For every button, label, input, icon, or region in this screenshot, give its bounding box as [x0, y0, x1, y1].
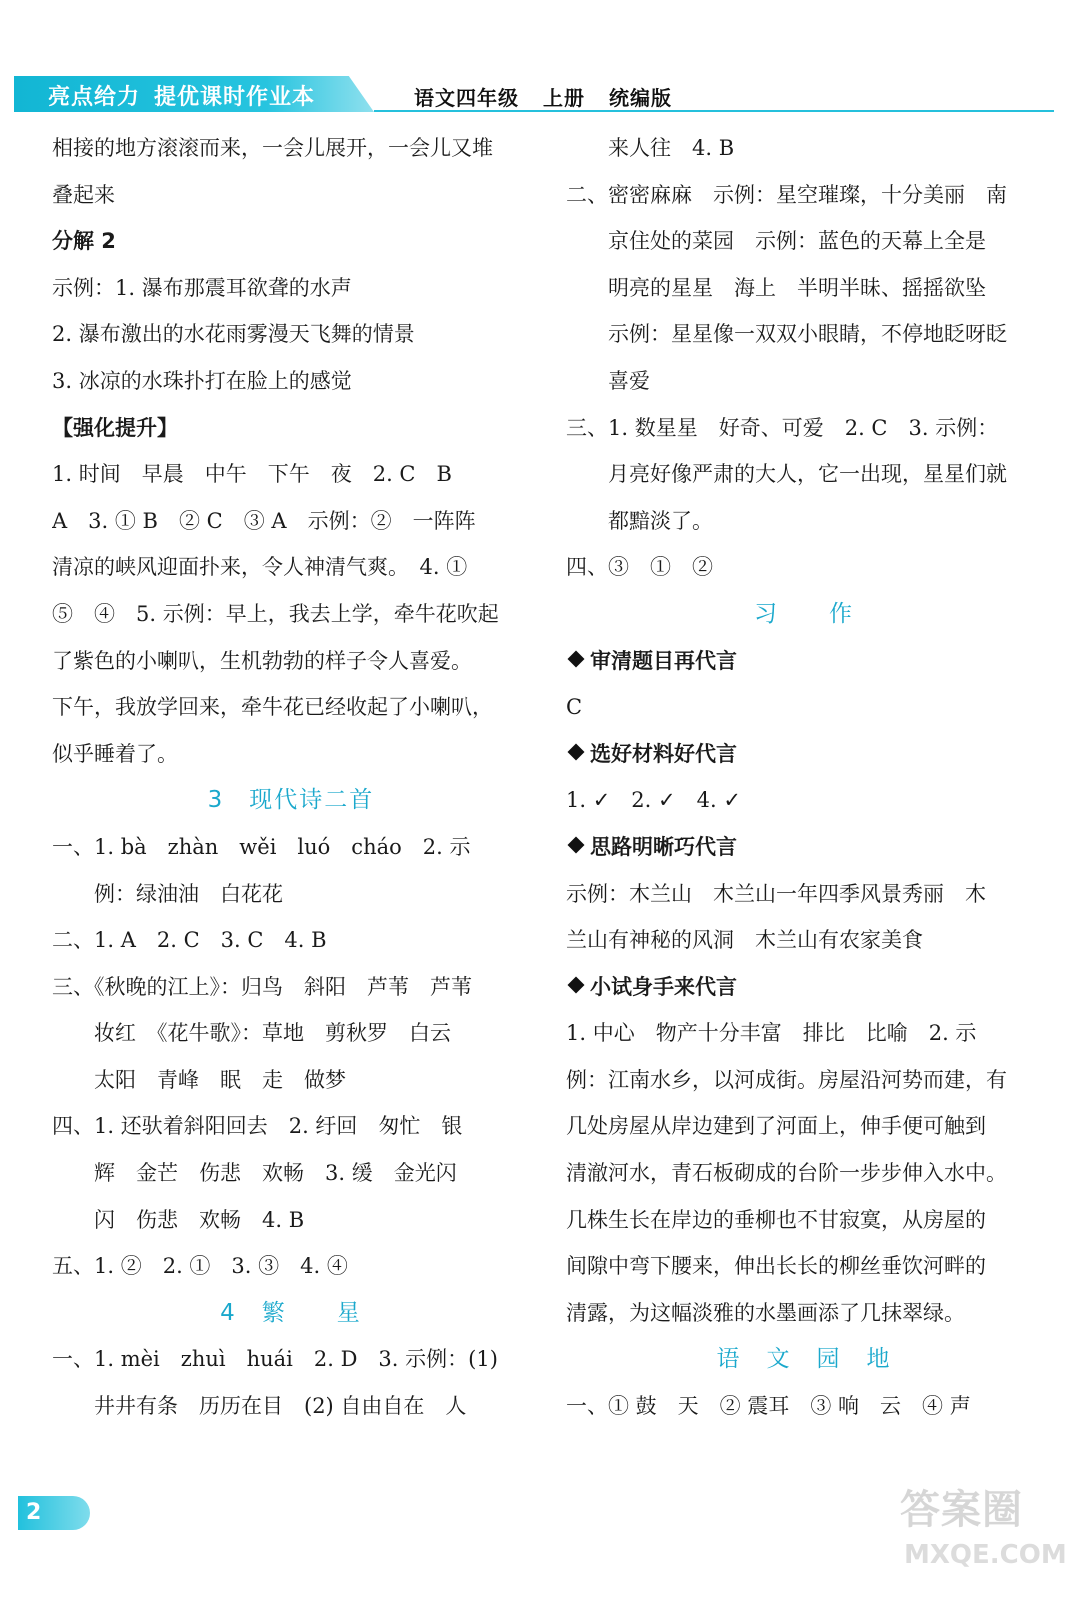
answer-line: ⑤ ④ 5. 示例：早上，我去上学，牵牛花吹起 — [52, 601, 499, 626]
answer-line: 月亮好像严肃的大人，它一出现，星星们就 — [608, 462, 1007, 487]
subsection-heading-text: 小试身手来代言 — [590, 974, 737, 999]
subsection-heading-text: 审清题目再代言 — [590, 648, 737, 673]
answer-line: 闪 伤悲 欢畅 4. B — [94, 1207, 305, 1232]
answer-line: 清露，为这幅淡雅的水墨画添了几抹翠绿。 — [566, 1300, 965, 1325]
answer-line: 四、③ ① ② — [566, 555, 713, 580]
answer-line: 3. 冰凉的水珠扑打在脸上的感觉 — [52, 368, 352, 393]
answer-line: 一、① 鼓 天 ② 震耳 ③ 响 云 ④ 声 — [566, 1394, 971, 1419]
answer-line: 下午，我放学回来，牵牛花已经收起了小喇叭， — [52, 695, 493, 720]
answer-line: 示例：1. 瀑布那震耳欲聋的水声 — [52, 275, 352, 300]
section-title: 4 繁 星 — [220, 1299, 362, 1326]
answer-line: 明亮的星星 海上 半明半昧、摇摇欲坠 — [608, 275, 986, 300]
answer-line: 都黯淡了。 — [608, 508, 713, 533]
answer-line: 似乎睡着了。 — [52, 741, 178, 766]
right-column — [566, 125, 1042, 1430]
answer-line: 例：绿油油 白花花 — [94, 881, 283, 906]
answer-line: 几处房屋从岸边建到了河面上，伸手便可触到 — [566, 1114, 986, 1139]
diamond-bullet-icon — [568, 650, 585, 667]
left-column — [52, 125, 530, 1430]
section-title: 语 文 园 地 — [716, 1346, 892, 1373]
answer-line: 清凉的峡风迎面扑来，令人神清气爽。 4. ① — [52, 555, 468, 580]
answer-line: 一、1. bà zhàn wěi luó cháo 2. 示 — [52, 834, 471, 859]
header-book-info — [414, 82, 696, 111]
book-volume: 上册 — [543, 86, 585, 110]
answer-line: 三、1. 数星星 好奇、可爱 2. C 3. 示例： — [566, 415, 999, 440]
subsection-heading-text: 思路明晰巧代言 — [590, 834, 737, 859]
answer-line: 二、1. A 2. C 3. C 4. B — [52, 928, 327, 953]
section-title: 3 现代诗二首 — [207, 787, 375, 814]
answer-line: 妆红 《花牛歌》：草地 剪秋罗 白云 — [94, 1021, 451, 1046]
answer-line: 喜爱 — [608, 368, 650, 393]
answer-line: 三、《秋晚的江上》：归鸟 斜阳 芦苇 芦苇 — [52, 974, 472, 999]
section-title: 习 作 — [754, 600, 854, 627]
watermark — [900, 1478, 1067, 1588]
header-brand — [48, 80, 329, 111]
subsection-heading — [566, 824, 1042, 871]
answer-line: 京住处的菜园 示例：蓝色的天幕上全是 — [608, 229, 986, 254]
answer-line: 了紫色的小喇叭，生机勃勃的样子令人喜爱。 — [52, 648, 472, 673]
brand-series: 亮点给力 — [48, 85, 141, 110]
answer-line: 相接的地方滚滚而来，一会儿展开，一会儿又堆 — [52, 136, 493, 160]
answer-heading: 分解 2 — [52, 229, 116, 254]
answer-heading: 【强化提升】 — [52, 415, 178, 440]
watermark-text: 答案圈 — [900, 1487, 1023, 1533]
answer-line: 示例：星星像一双双小眼睛，不停地眨呀眨 — [608, 322, 1007, 347]
answer-line: 例：江南水乡，以河成街。房屋沿河势而建，有 — [566, 1067, 1007, 1092]
book-edition: 统编版 — [609, 86, 672, 110]
diamond-bullet-icon — [568, 836, 585, 853]
subsection-heading — [566, 638, 1042, 685]
page-number: 2 — [18, 1496, 90, 1530]
subsection-heading — [566, 731, 1042, 778]
book-subject: 语文四年级 — [414, 86, 519, 110]
answer-line: C — [566, 695, 583, 720]
answer-line: 兰山有神秘的风洞 木兰山有农家美食 — [566, 928, 923, 953]
answer-line: A 3. ① B ② C ③ A 示例：② 一阵阵 — [52, 508, 476, 533]
answer-line: 几株生长在岸边的垂柳也不甘寂寞，从房屋的 — [566, 1207, 986, 1232]
subsection-heading-text: 选好材料好代言 — [590, 741, 737, 766]
answer-line: 五、1. ② 2. ① 3. ③ 4. ④ — [52, 1254, 348, 1279]
answer-line: 间隙中弯下腰来，伸出长长的柳丝垂饮河畔的 — [566, 1254, 986, 1279]
answer-line: 叠起来 — [52, 182, 115, 207]
subsection-heading — [566, 964, 1042, 1011]
answer-line: 清澈河水，青石板砌成的台阶一步步伸入水中。 — [566, 1161, 1007, 1186]
answer-line: 示例：木兰山 木兰山一年四季风景秀丽 木 — [566, 881, 986, 906]
answer-line: 井井有条 历历在目 (2) 自由自在 人 — [94, 1394, 467, 1419]
diamond-bullet-icon — [568, 743, 585, 760]
answer-line: 太阳 青峰 眠 走 做梦 — [94, 1067, 346, 1092]
page-header — [14, 76, 1054, 112]
answer-line: 1. ✓ 2. ✓ 4. ✓ — [566, 788, 741, 813]
answer-line: 一、1. mèi zhuì huái 2. D 3. 示例：(1) — [52, 1347, 498, 1372]
answer-line: 四、1. 还驮着斜阳回去 2. 纡回 匆忙 银 — [52, 1114, 463, 1139]
diamond-bullet-icon — [568, 976, 585, 993]
answer-line: 1. 中心 物产十分丰富 排比 比喻 2. 示 — [566, 1021, 977, 1046]
answer-line: 来人往 4. B — [608, 136, 735, 160]
answer-line: 辉 金芒 伤悲 欢畅 3. 缓 金光闪 — [94, 1161, 457, 1186]
watermark-url: MXQE.COM — [904, 1540, 1067, 1570]
answer-line: 1. 时间 早晨 中午 下午 夜 2. C B — [52, 462, 452, 487]
brand-title: 提优课时作业本 — [154, 85, 316, 110]
answer-line: 二、密密麻麻 示例：星空璀璨，十分美丽 南 — [566, 182, 1007, 207]
answer-line: 2. 瀑布激出的水花雨雾漫天飞舞的情景 — [52, 322, 415, 347]
